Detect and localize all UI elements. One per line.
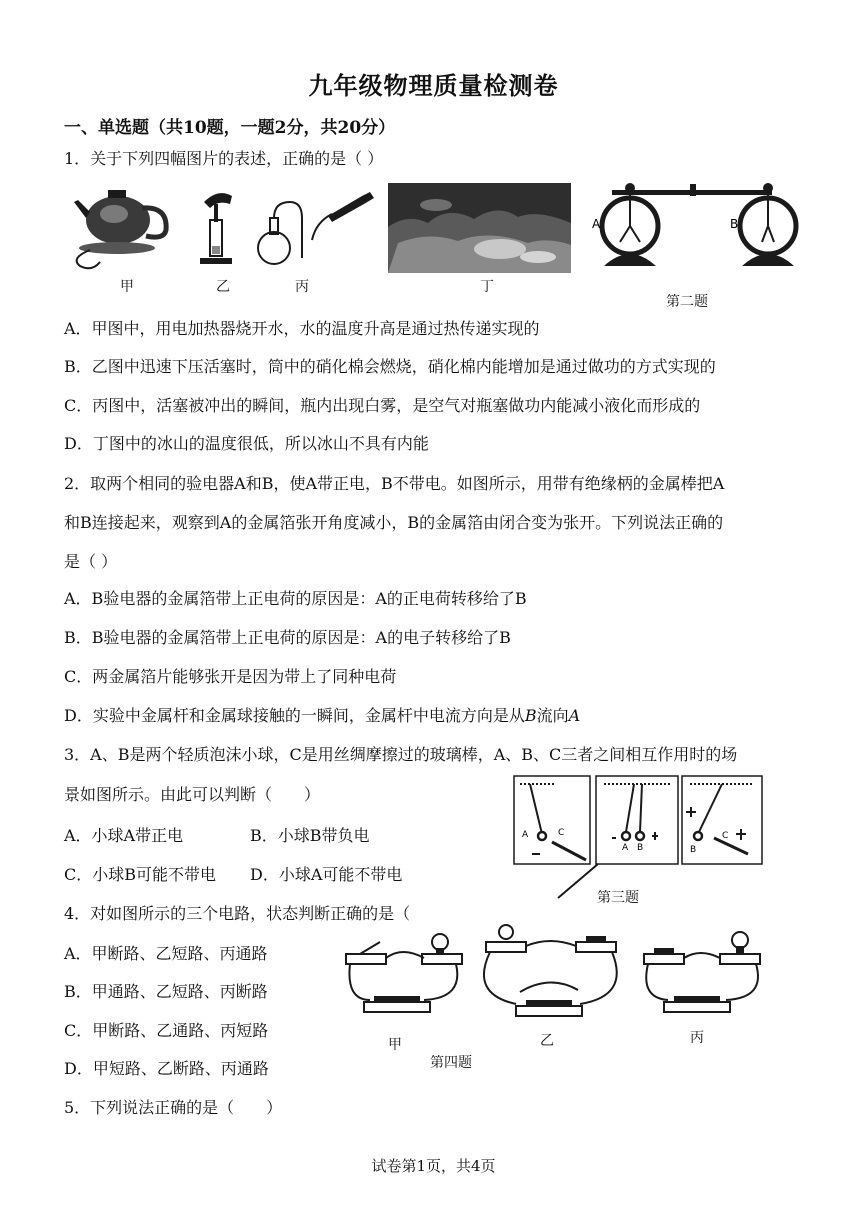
q1-option-d[interactable]: D．丁图中的冰山的温度很低，所以冰山不具有内能 [64,434,429,453]
figure-q3-pendulums [514,774,764,900]
q2-stem-line3: 是（ ） [64,552,118,571]
figure-electroscopes [590,180,795,272]
q3-stem-line2: 景如图所示。由此可以判断（ ） [64,785,321,804]
q3-fig2-label-b: B [637,843,644,853]
q2-option-a[interactable]: A．B验电器的金属箔带上正电荷的原因是：A的正电荷转移给了B [64,589,527,608]
figure3-caption: 第三题 [597,890,639,906]
figure4-caption: 第四题 [430,1055,472,1071]
q2-stem-line1: 2．取两个相同的验电器A和B，使A带正电，B不带电。如图所示，用带有绝缘柄的金属棒把A [64,474,725,493]
q1-stem: 1．关于下列四幅图片的表述，正确的是（ ） [64,149,384,168]
q3-fig3-label-c: C [722,831,729,841]
q2-option-d-from: B [524,706,537,725]
q1-caption-jia: 甲 [120,279,134,295]
q3-option-c[interactable]: C．小球B可能不带电 [64,865,217,884]
q3-fig1-label-c: C [558,828,565,838]
figure-iceberg-photo [388,183,571,273]
q1-option-a[interactable]: A．甲图中，用电加热器烧开水，水的温度升高是通过热传递实现的 [64,319,540,338]
figure2-caption: 第二题 [666,294,708,310]
electroscope-label-b: B [730,217,739,231]
q4-stem: 4．对如图所示的三个电路，状态判断正确的是（ [64,904,411,923]
q2-stem-line2: 和B连接起来，观察到A的金属箔张开角度减小，B的金属箔由闭合变为张开。下列说法正确的 [64,513,724,532]
q3-fig1-label-a: A [522,830,529,840]
q3-option-b[interactable]: B．小球B带负电 [250,826,370,845]
figure-q4-circuits [340,924,772,1034]
page-footer: 试卷第1页，共4页 [371,1157,496,1175]
q3-option-a[interactable]: A．小球A带正电 [64,826,184,845]
q1-caption-yi: 乙 [216,279,230,295]
page-title: 九年级物理质量检测卷 [308,71,559,100]
q3-fig2-label-a: A [622,843,629,853]
q4-option-c[interactable]: C．甲断路、乙通路、丙短路 [64,1021,269,1040]
q2-option-d-text: D．实验中金属杆和金属球接触的一瞬间，金属杆中电流方向是从 [64,706,525,725]
q3-option-d[interactable]: D．小球A可能不带电 [250,865,403,884]
q4-option-a[interactable]: A．甲断路、乙短路、丙通路 [64,944,268,963]
figure-fire-syringe [190,184,250,272]
q2-option-b[interactable]: B．B验电器的金属箔带上正电荷的原因是：A的电子转移给了B [64,628,511,647]
q2-option-d[interactable] [64,703,580,726]
q1-caption-bing: 丙 [295,279,309,295]
q1-caption-ding: 丁 [480,279,494,295]
q3-fig3-label-b: B [690,845,697,855]
q1-option-c[interactable]: C．丙图中，活塞被冲出的瞬间，瓶内出现白雾，是空气对瓶塞做功内能减小液化而形成的 [64,396,701,415]
q4-option-b[interactable]: B．甲通路、乙短路、丙断路 [64,982,268,1001]
q2-option-c[interactable]: C．两金属箔片能够张开是因为带上了同种电荷 [64,667,397,686]
figure-flask-pump [252,182,382,272]
q4-caption-yi: 乙 [540,1033,554,1049]
q4-caption-bing: 丙 [690,1030,704,1046]
electroscope-label-a: A [592,217,601,231]
figure-kettle [70,178,180,273]
q1-option-b[interactable]: B．乙图中迅速下压活塞时，筒中的硝化棉会燃烧，硝化棉内能增加是通过做功的方式实现的 [64,357,716,376]
q4-option-d[interactable]: D．甲短路、乙断路、丙通路 [64,1059,269,1078]
q4-caption-jia: 甲 [388,1037,402,1053]
section-heading: 一、单选题（共10题，一题2分，共20分） [64,118,396,138]
q2-option-d-to: A [568,706,581,725]
q5-stem: 5．下列说法正确的是（ ） [64,1098,283,1117]
q3-stem-line1: 3．A、B是两个轻质泡沫小球，C是用丝绸摩擦过的玻璃棒，A、B、C三者之间相互作用时的场 [64,745,738,764]
q2-option-d-mid: 流向 [536,706,569,725]
